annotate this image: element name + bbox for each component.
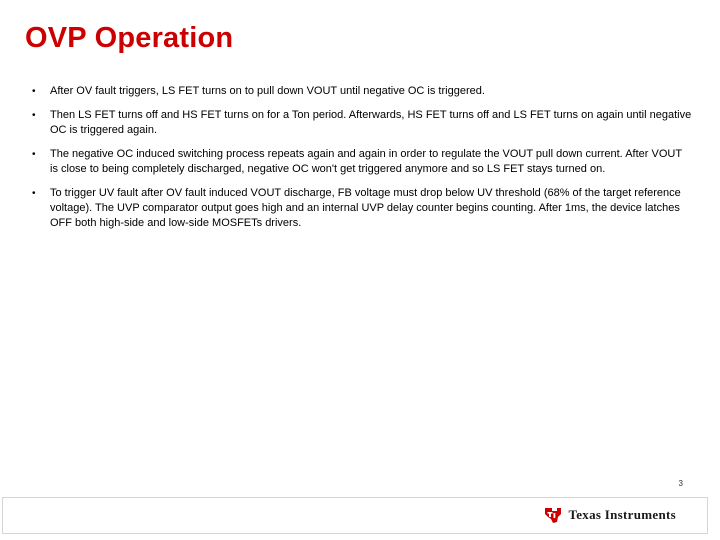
bullet-mark: • [32, 110, 36, 121]
ti-wordmark: Texas Instruments [568, 507, 676, 522]
bullet-text: The negative OC induced switching process repeats again and again in order to regulate the VOUT pull down current. After VOUT is close to being completely discharged, negative OC won't get triggered anymore and so LS FET stays turned on. [50, 148, 682, 175]
bullet-text: After OV fault triggers, LS FET turns on to pull down VOUT until negative OC is triggered. [50, 85, 485, 97]
ti-state-logo-icon [543, 505, 563, 525]
bullet-list [32, 84, 692, 240]
bullet-item [32, 84, 692, 99]
bullet-text: To trigger UV fault after OV fault induced VOUT discharge, FB voltage must drop below UV threshold (68% of the target reference voltage). The UVP comparator output goes high and an internal UVP delay counter begins counting. After 1ms, the device latches OFF both high-side and low-side MOSFETs drivers. [50, 187, 681, 229]
bullet-item [32, 108, 692, 138]
ti-logo [543, 505, 676, 525]
bullet-mark: • [32, 86, 36, 97]
slide-title: OVP Operation [25, 22, 234, 54]
bullet-item [32, 186, 692, 231]
bullet-item [32, 147, 692, 177]
bullet-mark: • [32, 188, 36, 199]
bullet-mark: • [32, 149, 36, 160]
bullet-text: Then LS FET turns off and HS FET turns on for a Ton period. Afterwards, HS FET turns off and LS FET turns on again until negative OC is triggered again. [50, 109, 692, 136]
slide-number: 3 [678, 479, 683, 488]
